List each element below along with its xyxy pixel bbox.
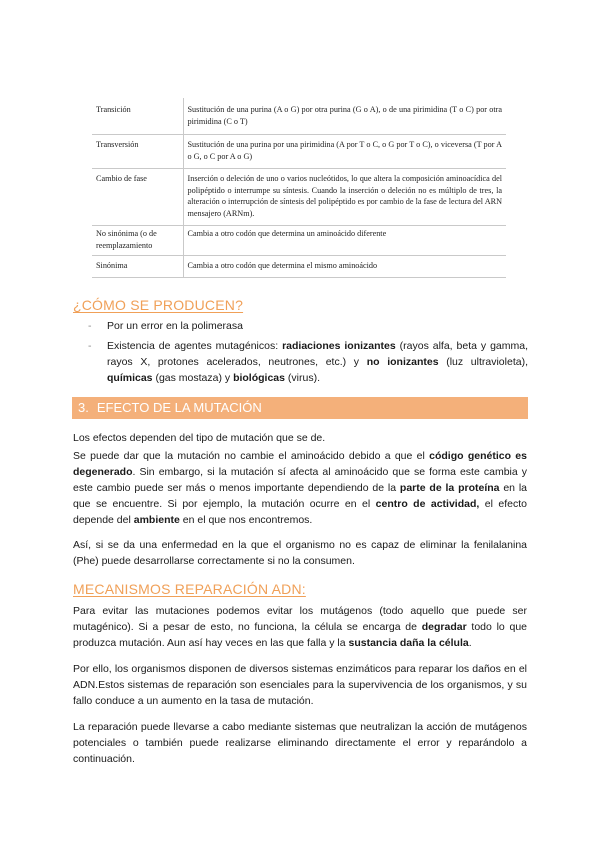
bold-term: código genético es degenerado	[73, 450, 527, 478]
bold-term: degradar	[421, 621, 467, 633]
text-run: (virus).	[285, 372, 320, 384]
text-run: en la que se encuentre. Si por ejemplo, la mutación ocurre en el	[73, 482, 527, 510]
causes-list	[88, 318, 528, 390]
mutation-type-description: Cambia a otro codón que determina un aminoácido diferente	[183, 226, 506, 256]
bold-term: sustancia daña la célula	[348, 637, 469, 649]
list-item	[88, 318, 528, 334]
text-run: . Sin embargo, si la mutación sí afecta al aminoácido que se forma este cambia y este cambio puede ser más o menos importante dependiendo de la	[73, 466, 527, 494]
bold-term: parte de la proteína	[399, 482, 500, 494]
table-row	[92, 226, 506, 256]
bullet-dash: -	[88, 320, 92, 332]
mutation-type-name: Cambio de fase	[92, 169, 183, 226]
text-run: (rayos alfa, beta y gamma, rayos X, protones acelerados, neutrones, etc.) y	[107, 340, 528, 368]
bold-term: biológicas	[233, 372, 285, 384]
paragraph: Por ello, los organismos disponen de diversos sistemas enzimáticos para reparar los daños en el ADN.Estos sistemas de reparación son esenciales para la supervivencia de los organismos, y su fallo conduce a un aumento en la tasa de mutación.	[73, 663, 527, 707]
bullet-dash: -	[88, 340, 92, 352]
section-title: EFECTO DE LA MUTACIÓN	[96, 400, 262, 415]
paragraph: Los efectos dependen del tipo de mutación que se de.	[73, 432, 326, 444]
text-run: Para evitar las mutaciones podemos evitar los mutágenos (todo aquello que puede ser mutagénico). Si a pesar de esto, no funciona, la célula se encarga de	[73, 605, 527, 633]
text-run: Se puede dar que la mutación no cambie el aminoácido debido a que el	[73, 450, 430, 462]
text-run: el efecto depende del	[73, 498, 527, 526]
mutation-type-description: Cambia a otro codón que determina el mismo aminoácido	[183, 256, 506, 278]
mutation-type-name: No sinónima (o de reemplazamiento	[92, 226, 183, 256]
list-item-text: Por un error en la polimerasa	[107, 320, 243, 332]
bold-term: ambiente	[133, 514, 180, 526]
table-row	[92, 169, 506, 226]
text-run: Existencia de agentes mutagénicos:	[107, 340, 283, 352]
bold-term: químicas	[107, 372, 153, 384]
bold-term: centro de actividad,	[375, 498, 480, 510]
como-heading: ¿CÓMO SE PRODUCEN?	[73, 297, 244, 313]
list-item	[88, 338, 528, 386]
section-heading-efecto	[72, 397, 528, 419]
text-run: .	[468, 637, 472, 649]
table-row	[92, 98, 506, 135]
text-run: (luz ultravioleta),	[438, 356, 528, 368]
mutation-type-description: Sustitución de una purina por una pirimidina (A por T o C, o G por T o C), o viceversa (T por A o G, o C por A o G)	[183, 135, 506, 169]
paragraph	[73, 448, 527, 528]
text-run: en el que nos encontremos.	[179, 514, 313, 526]
text-run: todo lo que produzca mutación. Aun así hay veces en las que falla y la	[73, 621, 527, 649]
mutation-type-name: Sinónima	[92, 256, 183, 278]
bold-term: radiaciones ionizantes	[282, 340, 396, 352]
section-number: 3.	[78, 400, 89, 415]
paragraph: Así, si se da una enfermedad en la que el organismo no es capaz de eliminar la fenilalanina (Phe) puede desarrollarse correctamente si no la consumen.	[73, 539, 527, 567]
table-row	[92, 135, 506, 169]
mutation-type-name: Transición	[92, 98, 183, 135]
reparacion-heading: MECANISMOS REPARACIÓN ADN:	[73, 581, 306, 597]
table-row	[92, 256, 506, 278]
mutation-type-description: Inserción o deleción de uno o varios nucleótidos, lo que altera la composición aminoacídica del polipéptido o interrumpe su síntesis. Cuando la inserción o deleción no es múltiplo de tres, la alteración o interrupción de síntesis del polipéptido es por cambio de la fase de lectura del ARN mensajero (ARNm).	[183, 169, 506, 226]
mutation-types-table	[92, 98, 506, 278]
paragraph: La reparación puede llevarse a cabo mediante sistemas que neutralizan la acción de mutágenos potenciales o también puede realizarse eliminando directamente el error y reparándolo a continuación.	[73, 721, 527, 765]
paragraph	[73, 603, 527, 651]
mutation-type-name: Transversión	[92, 135, 183, 169]
mutation-type-description: Sustitución de una purina (A o G) por otra purina (G o A), o de una pirimidina (T o C) por otra pirimidina (C o T)	[183, 98, 506, 135]
bold-term: no ionizantes	[366, 356, 439, 368]
text-run: (gas mostaza) y	[152, 372, 234, 384]
